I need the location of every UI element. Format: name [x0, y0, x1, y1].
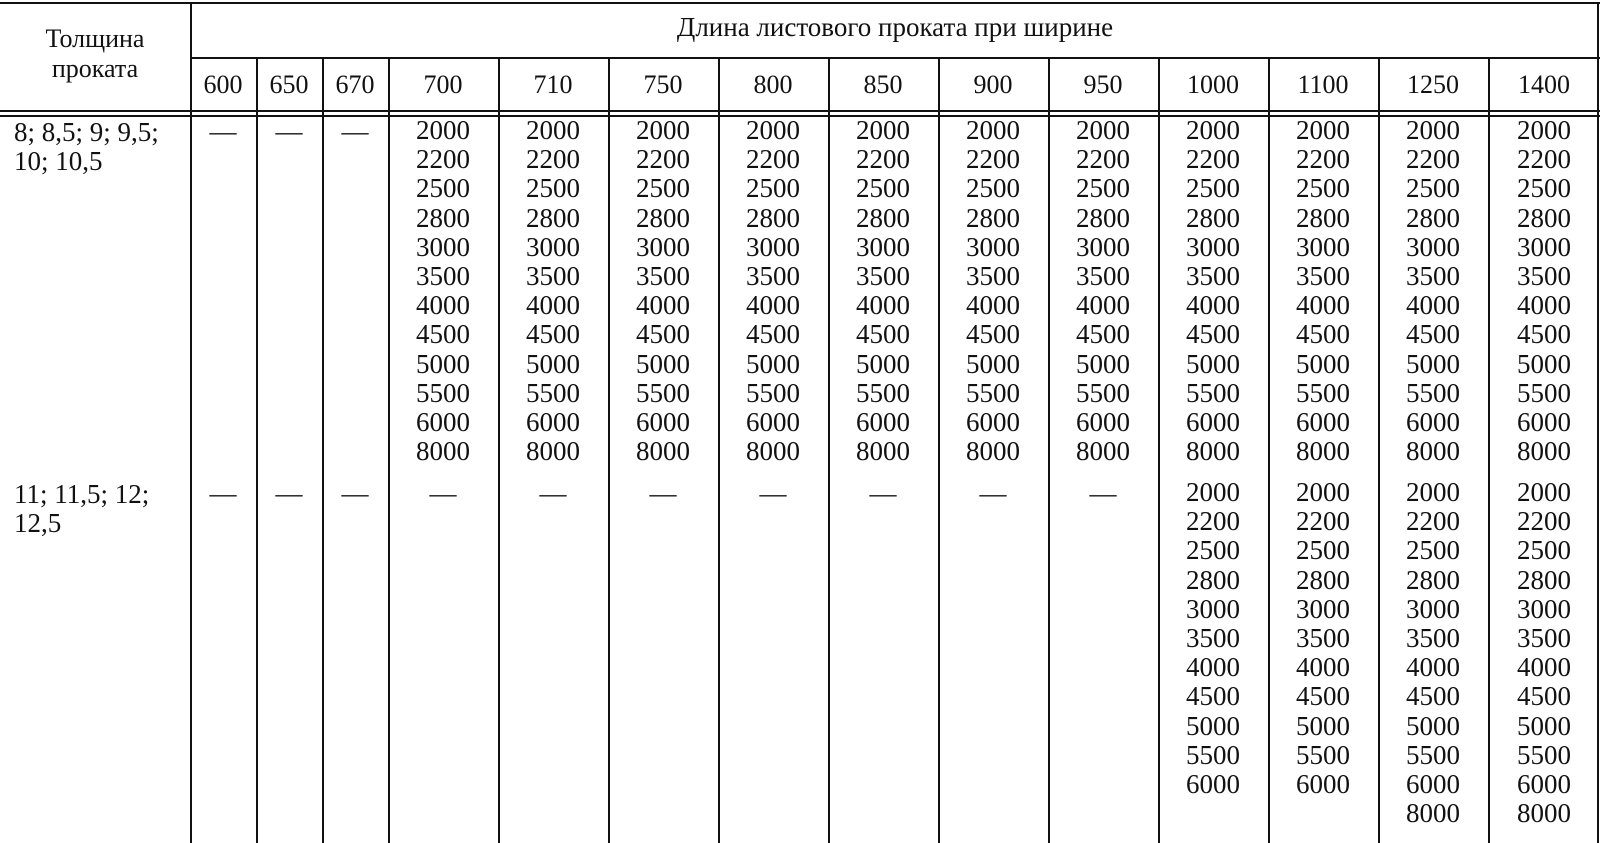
- width-header: 670: [335, 70, 375, 99]
- length-value: 4500: [856, 319, 910, 350]
- length-values-cell: [1048, 116, 1158, 466]
- width-header: 750: [643, 70, 683, 99]
- length-value: 4500: [1517, 319, 1571, 350]
- length-value: 2800: [746, 202, 800, 233]
- length-value: 6000: [1406, 407, 1460, 438]
- length-value: 2000: [1517, 115, 1571, 145]
- length-value: 2500: [856, 173, 910, 204]
- length-value: 2800: [1296, 202, 1350, 233]
- length-values-cell: [1268, 478, 1378, 799]
- length-value: 2800: [636, 202, 690, 233]
- length-value: 3000: [1517, 231, 1571, 262]
- length-value: 3500: [1296, 261, 1350, 292]
- length-value: 4500: [1406, 319, 1460, 350]
- length-value: 4500: [636, 319, 690, 350]
- length-value: 6000: [526, 407, 580, 438]
- column-divider: [256, 57, 258, 843]
- length-value: 2200: [1406, 506, 1460, 537]
- row-thickness-line: 10; 10,5: [14, 146, 103, 176]
- length-value: 8000: [746, 436, 800, 467]
- length-value: 2800: [1406, 564, 1460, 595]
- length-value: 6000: [416, 407, 470, 438]
- length-value: 6000: [966, 407, 1020, 438]
- length-value: 8000: [1517, 436, 1571, 467]
- length-value: 4500: [1296, 319, 1350, 350]
- length-value: 2200: [1186, 506, 1240, 537]
- length-value: 4500: [1186, 681, 1240, 712]
- length-value: 2000: [1296, 477, 1350, 507]
- length-value: 3000: [856, 231, 910, 262]
- length-value: 6000: [856, 407, 910, 438]
- length-value: 2800: [1517, 564, 1571, 595]
- length-value: 5000: [1186, 348, 1240, 379]
- length-values-cell: [718, 116, 828, 466]
- length-value: 2500: [1406, 535, 1460, 566]
- length-value: 6000: [1517, 407, 1571, 438]
- length-value: 3500: [1406, 261, 1460, 292]
- width-header: 850: [863, 70, 903, 99]
- length-values-cell: [1378, 478, 1488, 828]
- length-value: 5000: [1186, 710, 1240, 741]
- length-value: 6000: [1296, 407, 1350, 438]
- length-value: 5500: [966, 377, 1020, 408]
- length-value: 4000: [1517, 290, 1571, 321]
- row-thickness-line: 8; 8,5; 9; 9,5;: [14, 117, 159, 147]
- length-header: Длина листового проката при ширине: [676, 12, 1114, 42]
- length-value: 4500: [1186, 319, 1240, 350]
- length-value: 3500: [636, 261, 690, 292]
- length-value: 2200: [1296, 506, 1350, 537]
- length-value: 3500: [526, 261, 580, 292]
- length-value: 4000: [746, 290, 800, 321]
- length-value: 3500: [416, 261, 470, 292]
- length-values-cell: [1268, 116, 1378, 466]
- length-value: 5000: [746, 348, 800, 379]
- length-value: 2000: [526, 115, 580, 145]
- length-value: 8000: [856, 436, 910, 467]
- length-value: 2000: [636, 115, 690, 145]
- length-values-cell: [1488, 478, 1600, 828]
- length-values-cell: [498, 116, 608, 466]
- width-header: 650: [269, 70, 309, 99]
- length-value: 2800: [1076, 202, 1130, 233]
- empty-cell-dash: —: [539, 478, 567, 508]
- length-value: 2500: [526, 173, 580, 204]
- length-value: 5000: [966, 348, 1020, 379]
- length-value: 2000: [416, 115, 470, 145]
- width-header: 950: [1083, 70, 1123, 99]
- empty-cell-dash: —: [341, 116, 369, 146]
- length-value: 4500: [746, 319, 800, 350]
- length-value: 2800: [1186, 202, 1240, 233]
- length-value: 5500: [1186, 377, 1240, 408]
- empty-cell-dash: —: [759, 478, 787, 508]
- length-value: 3000: [1296, 593, 1350, 624]
- column-divider: [322, 57, 324, 843]
- empty-cell-dash: —: [429, 478, 457, 508]
- length-value: 3500: [1186, 261, 1240, 292]
- length-value: 2200: [966, 144, 1020, 175]
- width-header: 1100: [1297, 70, 1349, 99]
- length-value: 2500: [1517, 173, 1571, 204]
- length-value: 5500: [526, 377, 580, 408]
- length-value: 3500: [1186, 623, 1240, 654]
- length-value: 5500: [1406, 377, 1460, 408]
- length-value: 2200: [856, 144, 910, 175]
- length-value: 2200: [526, 144, 580, 175]
- length-value: 5000: [1517, 710, 1571, 741]
- width-header: 800: [753, 70, 793, 99]
- length-value: 5000: [1296, 710, 1350, 741]
- header-bottom-border-1: [0, 110, 1600, 112]
- length-value: 2800: [1186, 564, 1240, 595]
- length-value: 4000: [1406, 652, 1460, 683]
- length-values-cell: [1378, 116, 1488, 466]
- empty-cell-dash: —: [209, 478, 237, 508]
- length-value: 6000: [1076, 407, 1130, 438]
- empty-cell-dash: —: [275, 478, 303, 508]
- length-value: 5500: [416, 377, 470, 408]
- length-value: 2500: [636, 173, 690, 204]
- length-value: 8000: [636, 436, 690, 467]
- empty-cell-dash: —: [341, 478, 369, 508]
- length-values-cell: [1488, 116, 1600, 466]
- length-value: 2500: [1296, 535, 1350, 566]
- length-value: 2800: [966, 202, 1020, 233]
- length-value: 2500: [1406, 173, 1460, 204]
- header-separator: [190, 57, 1600, 59]
- length-value: 4500: [1076, 319, 1130, 350]
- length-value: 5500: [1296, 739, 1350, 770]
- width-header: 700: [423, 70, 463, 99]
- length-value: 2500: [1076, 173, 1130, 204]
- length-value: 2500: [1296, 173, 1350, 204]
- length-values-cell: [1158, 116, 1268, 466]
- empty-cell-dash: —: [869, 478, 897, 508]
- length-value: 2000: [1186, 115, 1240, 145]
- length-value: 5500: [1186, 739, 1240, 770]
- length-value: 3000: [1296, 231, 1350, 262]
- length-value: 5000: [1296, 348, 1350, 379]
- length-value: 5000: [1517, 348, 1571, 379]
- length-value: 4000: [966, 290, 1020, 321]
- length-value: 4000: [1186, 290, 1240, 321]
- length-value: 3000: [526, 231, 580, 262]
- length-values-cell: [938, 116, 1048, 466]
- length-value: 2000: [966, 115, 1020, 145]
- length-value: 8000: [1186, 436, 1240, 467]
- length-value: 8000: [1296, 436, 1350, 467]
- length-value: 5000: [856, 348, 910, 379]
- length-value: 3500: [1406, 623, 1460, 654]
- length-value: 8000: [966, 436, 1020, 467]
- length-value: 2200: [1296, 144, 1350, 175]
- length-value: 3000: [746, 231, 800, 262]
- length-value: 8000: [1406, 798, 1460, 829]
- length-value: 4000: [1076, 290, 1130, 321]
- length-value: 2500: [746, 173, 800, 204]
- empty-cell-dash: —: [1089, 478, 1117, 508]
- length-value: 3000: [1406, 231, 1460, 262]
- length-value: 6000: [1406, 769, 1460, 800]
- length-value: 4500: [1517, 681, 1571, 712]
- width-header: 1250: [1407, 70, 1459, 99]
- empty-cell-dash: —: [979, 478, 1007, 508]
- length-value: 4500: [1296, 681, 1350, 712]
- length-value: 6000: [746, 407, 800, 438]
- length-values-cell: [1158, 478, 1268, 799]
- length-value: 4000: [856, 290, 910, 321]
- length-value: 2200: [1076, 144, 1130, 175]
- length-value: 2800: [416, 202, 470, 233]
- length-value: 5000: [1076, 348, 1130, 379]
- length-value: 2800: [526, 202, 580, 233]
- width-header: 900: [973, 70, 1013, 99]
- length-value: 3500: [856, 261, 910, 292]
- length-value: 3500: [1517, 261, 1571, 292]
- length-value: 5000: [416, 348, 470, 379]
- length-value: 2800: [1406, 202, 1460, 233]
- length-value: 2200: [1406, 144, 1460, 175]
- length-value: 4000: [1406, 290, 1460, 321]
- row-thickness-label: [14, 480, 149, 538]
- thickness-header: Толщина проката: [45, 24, 145, 83]
- length-value: 8000: [1517, 798, 1571, 829]
- width-header: 710: [533, 70, 573, 99]
- length-value: 3000: [966, 231, 1020, 262]
- length-value: 5000: [636, 348, 690, 379]
- length-value: 4000: [1296, 290, 1350, 321]
- length-value: 4500: [966, 319, 1020, 350]
- length-value: 2200: [1517, 144, 1571, 175]
- row-thickness-line: 11; 11,5; 12;: [14, 479, 150, 509]
- length-value: 2500: [1517, 535, 1571, 566]
- length-value: 4000: [526, 290, 580, 321]
- length-value: 5500: [856, 377, 910, 408]
- length-value: 8000: [526, 436, 580, 467]
- empty-cell-dash: —: [209, 116, 237, 146]
- width-header: 1400: [1518, 70, 1570, 99]
- length-value: 5000: [1406, 348, 1460, 379]
- length-value: 6000: [1517, 769, 1571, 800]
- length-value: 4000: [416, 290, 470, 321]
- length-value: 6000: [1186, 407, 1240, 438]
- length-value: 5500: [1406, 739, 1460, 770]
- length-value: 5500: [1076, 377, 1130, 408]
- length-value: 6000: [1186, 769, 1240, 800]
- length-values-cell: [388, 116, 498, 466]
- length-value: 3000: [1406, 593, 1460, 624]
- width-header: 600: [203, 70, 243, 99]
- length-value: 2200: [1186, 144, 1240, 175]
- length-value: 3500: [1076, 261, 1130, 292]
- length-value: 5000: [1406, 710, 1460, 741]
- length-value: 8000: [416, 436, 470, 467]
- length-value: 3500: [746, 261, 800, 292]
- length-value: 4000: [1186, 652, 1240, 683]
- length-value: 5500: [636, 377, 690, 408]
- length-value: 4500: [416, 319, 470, 350]
- row-thickness-line: 12,5: [14, 508, 62, 538]
- length-value: 3000: [1076, 231, 1130, 262]
- length-value: 2000: [1406, 115, 1460, 145]
- empty-cell-dash: —: [275, 116, 303, 146]
- length-value: 2200: [416, 144, 470, 175]
- length-value: 3000: [416, 231, 470, 262]
- length-value: 3000: [1186, 593, 1240, 624]
- length-value: 2000: [1186, 477, 1240, 507]
- length-value: 2800: [1517, 202, 1571, 233]
- length-values-cell: [608, 116, 718, 466]
- length-value: 2800: [856, 202, 910, 233]
- length-values-cell: [828, 116, 938, 466]
- length-value: 5500: [1517, 377, 1571, 408]
- length-value: 6000: [1296, 769, 1350, 800]
- length-value: 3500: [1296, 623, 1350, 654]
- length-value: 5500: [1517, 739, 1571, 770]
- length-value: 6000: [636, 407, 690, 438]
- length-value: 8000: [1076, 436, 1130, 467]
- row-thickness-label: [14, 118, 159, 176]
- length-value: 4000: [1517, 652, 1571, 683]
- length-value: 2000: [746, 115, 800, 145]
- length-value: 2000: [1296, 115, 1350, 145]
- length-value: 4500: [1406, 681, 1460, 712]
- length-value: 2000: [1076, 115, 1130, 145]
- length-value: 2500: [966, 173, 1020, 204]
- length-value: 8000: [1406, 436, 1460, 467]
- length-value: 3500: [966, 261, 1020, 292]
- empty-cell-dash: —: [649, 478, 677, 508]
- length-value: 2000: [1406, 477, 1460, 507]
- length-value: 2500: [416, 173, 470, 204]
- length-value: 2500: [1186, 173, 1240, 204]
- length-value: 2000: [856, 115, 910, 145]
- length-value: 4000: [1296, 652, 1350, 683]
- length-value: 4000: [636, 290, 690, 321]
- length-value: 5500: [746, 377, 800, 408]
- length-value: 2000: [1517, 477, 1571, 507]
- length-value: 2800: [1296, 564, 1350, 595]
- length-value: 3000: [1517, 593, 1571, 624]
- length-value: 5000: [526, 348, 580, 379]
- length-value: 2500: [1186, 535, 1240, 566]
- width-header: 1000: [1187, 70, 1239, 99]
- table-top-border: [0, 2, 1600, 4]
- length-value: 2200: [746, 144, 800, 175]
- length-value: 5500: [1296, 377, 1350, 408]
- length-value: 4500: [526, 319, 580, 350]
- length-value: 2200: [636, 144, 690, 175]
- length-value: 3500: [1517, 623, 1571, 654]
- length-value: 3000: [1186, 231, 1240, 262]
- length-value: 3000: [636, 231, 690, 262]
- length-value: 2200: [1517, 506, 1571, 537]
